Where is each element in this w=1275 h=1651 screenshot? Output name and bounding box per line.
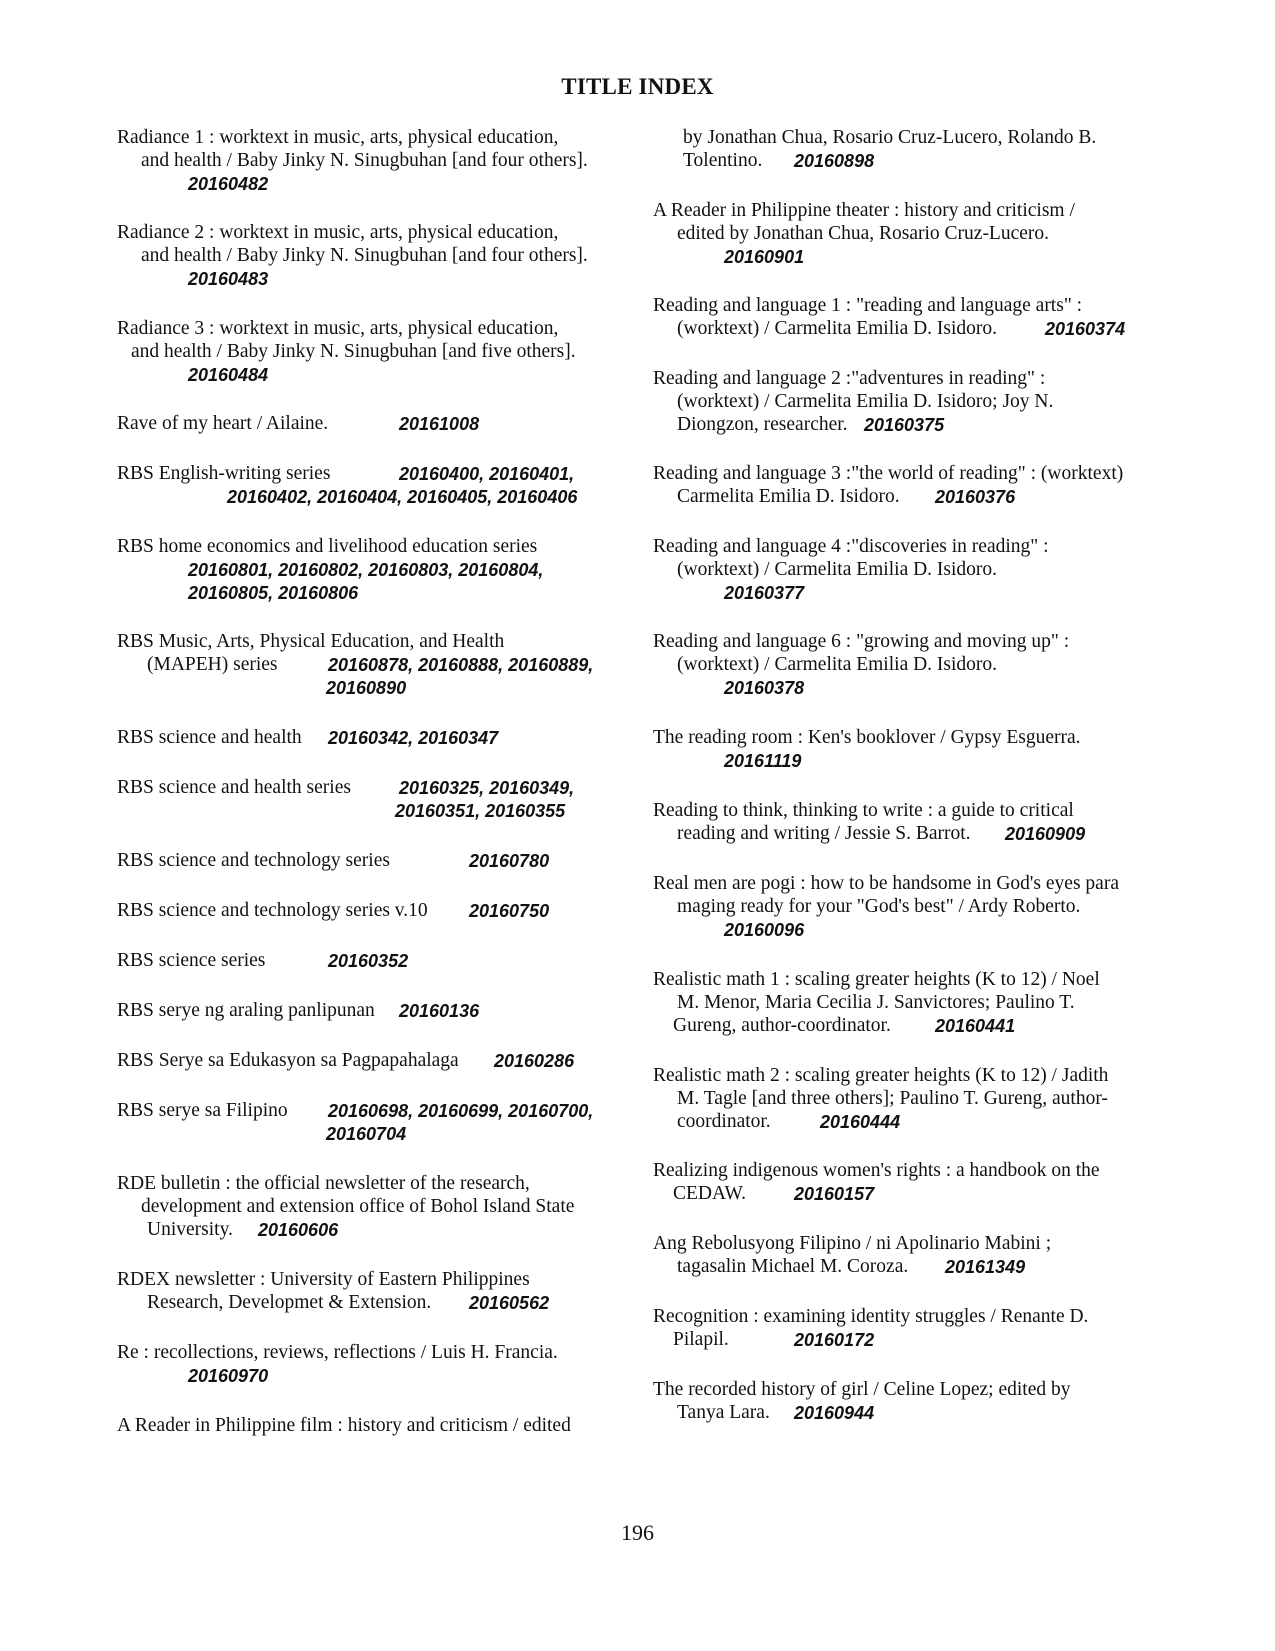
entry-number: 20161008 bbox=[399, 414, 480, 434]
entry-line: (worktext) / Carmelita Emilia D. Isidoro; Joy N. bbox=[677, 391, 1054, 412]
entry-number: 20160805, 20160806 bbox=[188, 583, 359, 603]
entry-line: RBS science and technology series bbox=[117, 850, 390, 871]
entry-line: tagasalin Michael M. Coroza. bbox=[677, 1256, 909, 1277]
entry-number: 20160286 bbox=[494, 1051, 575, 1071]
entry-line: (worktext) / Carmelita Emilia D. Isidoro. bbox=[677, 559, 998, 580]
entry-number: 20160375 bbox=[864, 415, 945, 435]
entry-number: 20160482 bbox=[188, 174, 269, 194]
entry-line: and health / Baby Jinky N. Sinugbuhan [and five others]. bbox=[131, 341, 576, 362]
entry-number: 20160400, 20160401, bbox=[399, 464, 575, 484]
entry-line: M. Tagle [and three others]; Paulino T. Gureng, author- bbox=[677, 1088, 1108, 1109]
entry-number: 20160377 bbox=[724, 583, 805, 603]
entry-line: Realistic math 2 : scaling greater heights (K to 12) / Jadith bbox=[653, 1065, 1109, 1086]
entry-number: 20160376 bbox=[935, 487, 1016, 507]
entry-line: Reading and language 2 :"adventures in reading" : bbox=[653, 368, 1046, 389]
entry-line: Radiance 1 : worktext in music, arts, physical education, bbox=[117, 127, 559, 148]
entry-line: Reading and language 1 : "reading and language arts" : bbox=[653, 295, 1083, 316]
entry-line: Re : recollections, reviews, reflections / Luis H. Francia. bbox=[117, 1342, 558, 1363]
entry-line: CEDAW. bbox=[673, 1183, 747, 1204]
entry-line: University. bbox=[147, 1219, 233, 1240]
entry-number: 20160562 bbox=[469, 1293, 550, 1313]
page-title: TITLE INDEX bbox=[561, 74, 714, 99]
entry-line: M. Menor, Maria Cecilia J. Sanvictores; Paulino T. bbox=[677, 992, 1075, 1013]
entry-number: 20160970 bbox=[188, 1366, 269, 1386]
entry-line: Reading and language 6 : "growing and moving up" : bbox=[653, 631, 1070, 652]
entry-number: 20160801, 20160802, 20160803, 20160804, bbox=[188, 560, 544, 580]
entry-line: RBS science and technology series v.10 bbox=[117, 900, 428, 921]
entry-number: 20161119 bbox=[724, 751, 802, 771]
entry-line: RBS Serye sa Edukasyon sa Pagpapahalaga bbox=[117, 1050, 459, 1071]
entry-line: (worktext) / Carmelita Emilia D. Isidoro. bbox=[677, 318, 998, 339]
entry-line: Ang Rebolusyong Filipino / ni Apolinario Mabini ; bbox=[653, 1233, 1052, 1254]
entry-number: 20160898 bbox=[794, 151, 875, 171]
entry-line: Reading to think, thinking to write : a guide to critical bbox=[653, 800, 1074, 821]
entry-number: 20160441 bbox=[935, 1016, 1016, 1036]
page-number: 196 bbox=[621, 1520, 654, 1545]
entry-line: RBS English-writing series bbox=[117, 463, 331, 484]
entry-line: A Reader in Philippine film : history and criticism / edited bbox=[117, 1415, 571, 1436]
entry-line: development and extension office of Bohol Island State bbox=[141, 1196, 575, 1217]
entry-number: 20160136 bbox=[399, 1001, 480, 1021]
entry-line: RBS Music, Arts, Physical Education, and Health bbox=[117, 631, 505, 652]
entry-number: 20160172 bbox=[794, 1330, 875, 1350]
entry-number: 20160704 bbox=[326, 1124, 407, 1144]
entry-line: RBS science series bbox=[117, 950, 266, 971]
entry-number: 20160901 bbox=[724, 247, 805, 267]
entry-line: Realizing indigenous women's rights : a handbook on the bbox=[653, 1160, 1100, 1181]
entry-number: 20161349 bbox=[945, 1257, 1026, 1277]
entry-line: Tolentino. bbox=[683, 150, 763, 171]
entry-line: RBS home economics and livelihood education series bbox=[117, 536, 538, 557]
entry-number: 20160484 bbox=[188, 365, 269, 385]
entry-number: 20160325, 20160349, bbox=[399, 778, 575, 798]
entry-number: 20160402, 20160404, 20160405, 20160406 bbox=[227, 487, 578, 507]
entry-line: Diongzon, researcher. bbox=[677, 414, 848, 435]
entry-line: Tanya Lara. bbox=[677, 1402, 770, 1423]
entry-line: and health / Baby Jinky N. Sinugbuhan [and four others]. bbox=[141, 150, 588, 171]
entry-number: 20160342, 20160347 bbox=[328, 728, 499, 748]
entry-line: Realistic math 1 : scaling greater heights (K to 12) / Noel bbox=[653, 969, 1100, 990]
entry-line: The recorded history of girl / Celine Lopez; edited by bbox=[653, 1379, 1071, 1400]
entry-line: Reading and language 3 :"the world of reading" : (worktext) bbox=[653, 463, 1124, 484]
entry-line: Reading and language 4 :"discoveries in reading" : bbox=[653, 536, 1049, 557]
entry-number: 20160944 bbox=[794, 1403, 875, 1423]
entry-line: Radiance 2 : worktext in music, arts, physical education, bbox=[117, 222, 559, 243]
entry-line: RDEX newsletter : University of Eastern Philippines bbox=[117, 1269, 530, 1290]
entry-line: reading and writing / Jessie S. Barrot. bbox=[677, 823, 971, 844]
entry-number: 20160483 bbox=[188, 269, 269, 289]
entry-line: Radiance 3 : worktext in music, arts, physical education, bbox=[117, 318, 559, 339]
entry-number: 20160878, 20160888, 20160889, bbox=[328, 655, 594, 675]
entry-number: 20160352 bbox=[328, 951, 409, 971]
entry-line: edited by Jonathan Chua, Rosario Cruz-Lucero. bbox=[677, 223, 1050, 244]
entry-number: 20160157 bbox=[794, 1184, 875, 1204]
entry-line: by Jonathan Chua, Rosario Cruz-Lucero, Rolando B. bbox=[683, 127, 1097, 148]
entry-number: 20160374 bbox=[1045, 319, 1126, 339]
entry-line: maging ready for your "God's best" / Ardy Roberto. bbox=[677, 896, 1081, 917]
entry-line: RBS serye ng araling panlipunan bbox=[117, 1000, 375, 1021]
entry-line: Research, Developmet & Extension. bbox=[147, 1292, 432, 1313]
entry-line: The reading room : Ken's booklover / Gypsy Esguerra. bbox=[653, 727, 1081, 748]
entry-number: 20160351, 20160355 bbox=[395, 801, 566, 821]
entry-line: Rave of my heart / Ailaine. bbox=[117, 413, 329, 434]
entry-number: 20160444 bbox=[820, 1112, 901, 1132]
entry-line: and health / Baby Jinky N. Sinugbuhan [and four others]. bbox=[141, 245, 588, 266]
entry-number: 20160378 bbox=[724, 678, 805, 698]
entry-line: Recognition : examining identity struggles / Renante D. bbox=[653, 1306, 1089, 1327]
entry-line: A Reader in Philippine theater : history and criticism / bbox=[653, 200, 1075, 221]
entry-line: Pilapil. bbox=[673, 1329, 729, 1350]
entry-number: 20160698, 20160699, 20160700, bbox=[328, 1101, 594, 1121]
entry-line: RBS science and health bbox=[117, 727, 302, 748]
entry-number: 20160096 bbox=[724, 920, 805, 940]
entry-line: (worktext) / Carmelita Emilia D. Isidoro. bbox=[677, 654, 998, 675]
entry-number: 20160780 bbox=[469, 851, 550, 871]
entry-number: 20160909 bbox=[1005, 824, 1086, 844]
entry-line: RBS science and health series bbox=[117, 777, 351, 798]
entry-line: RDE bulletin : the official newsletter of the research, bbox=[117, 1173, 530, 1194]
entry-number: 20160606 bbox=[258, 1220, 339, 1240]
entry-line: (MAPEH) series bbox=[147, 654, 278, 675]
entry-line: RBS serye sa Filipino bbox=[117, 1100, 288, 1121]
entry-line: Real men are pogi : how to be handsome in God's eyes para bbox=[653, 873, 1119, 894]
entry-line: coordinator. bbox=[677, 1111, 771, 1132]
entry-number: 20160750 bbox=[469, 901, 550, 921]
entry-line: Gureng, author-coordinator. bbox=[673, 1015, 891, 1036]
entry-number: 20160890 bbox=[326, 678, 407, 698]
entry-line: Carmelita Emilia D. Isidoro. bbox=[677, 486, 900, 507]
